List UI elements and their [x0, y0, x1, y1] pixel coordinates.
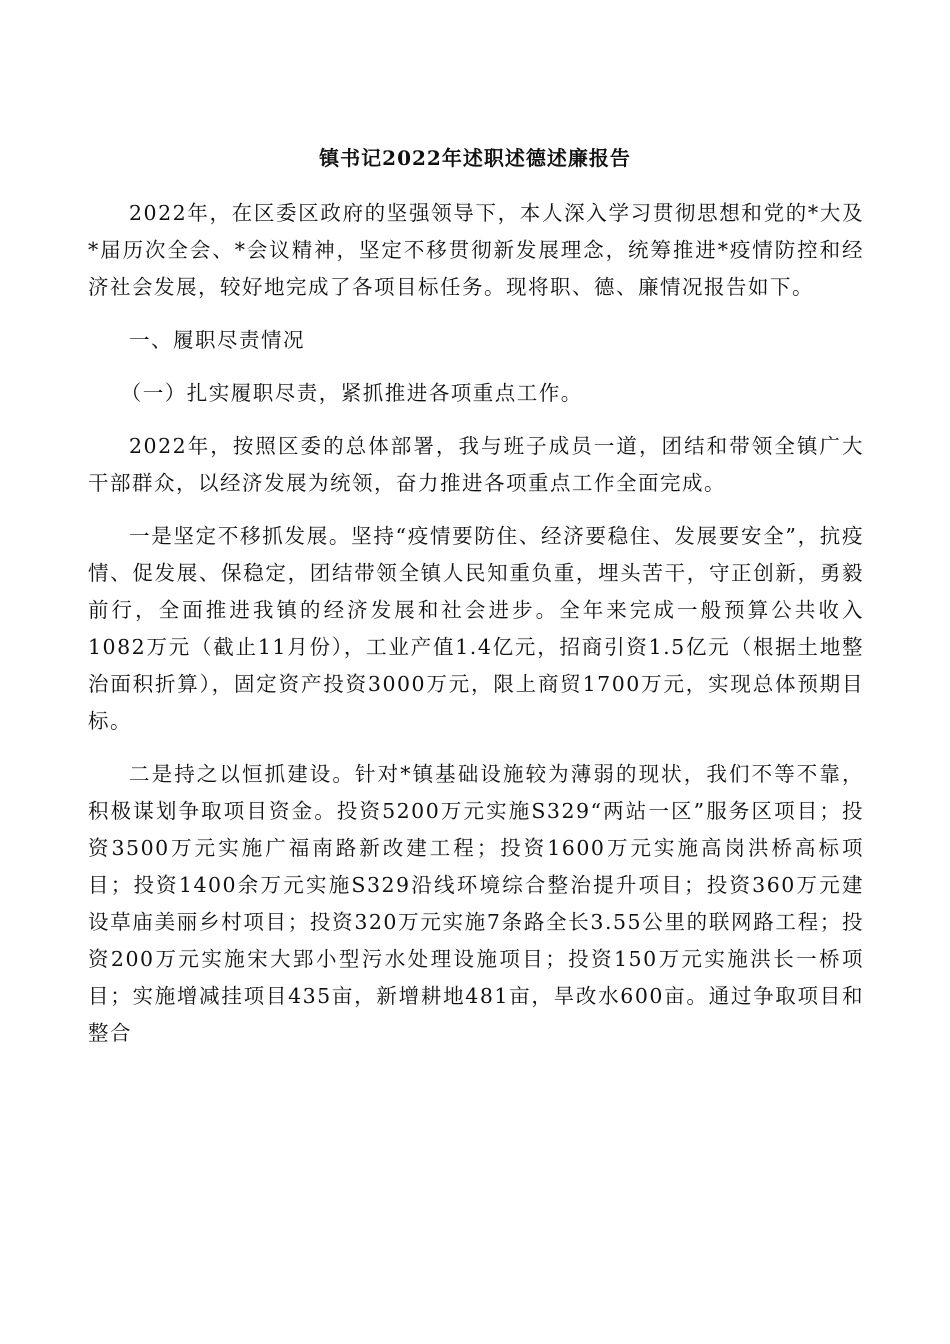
- intro-paragraph: 2022年，在区委区政府的坚强领导下，本人深入学习贯彻思想和党的*大及*届历次全会、*会议精神，坚定不移贯彻新发展理念，统筹推进*疫情防控和经济社会发展，较好地完成了各项目标任务。现将职、德、廉情况报告如下。: [88, 201, 864, 299]
- subsection-heading: （一）扎实履职尽责，紧抓推进各项重点工作。: [120, 381, 583, 405]
- body-paragraph: 2022年，按照区委的总体部署，我与班子成员一道，团结和带领全镇广大干部群众，以经济发展为统领，奋力推进各项重点工作全面完成。: [88, 434, 864, 495]
- document-body: [88, 195, 864, 1068]
- body-paragraph: 一是坚定不移抓发展。坚持“疫情要防住、经济要稳住、发展要安全”，抗疫情、促发展、保稳定，团结带领全镇人民知重负重，埋头苦干，守正创新，勇毅前行，全面推进我镇的经济发展和社会进步。全年来完成一般预算公共收入1082万元（截止11月份），工业产值1.4亿元，招商引资1.5亿元（根据土地整治面积折算），固定资产投资3000万元，限上商贸1700万元，实现总体预期目标。: [88, 524, 864, 733]
- document-title: 镇书记2022年述职述德述廉报告: [319, 146, 631, 170]
- section-heading: 一、履职尽责情况: [129, 328, 305, 352]
- body-paragraph: 二是持之以恒抓建设。针对*镇基础设施较为薄弱的现状，我们不等不靠，积极谋划争取项目资金。投资5200万元实施S329“两站一区”服务区项目；投资3500万元实施广福南路新改建工程；投资1600万元实施高岗洪桥高标项目；投资1400余万元实施S329沿线环境综合整治提升项目；投资360万元建设草庙美丽乡村项目；投资320万元实施7条路全长3.55公里的联网路工程；投资200万元实施宋大郢小型污水处理设施项目；投资150万元实施洪长一桥项目；实施增减挂项目435亩，新增耕地481亩，旱改水600亩。通过争取项目和整合: [88, 762, 864, 1045]
